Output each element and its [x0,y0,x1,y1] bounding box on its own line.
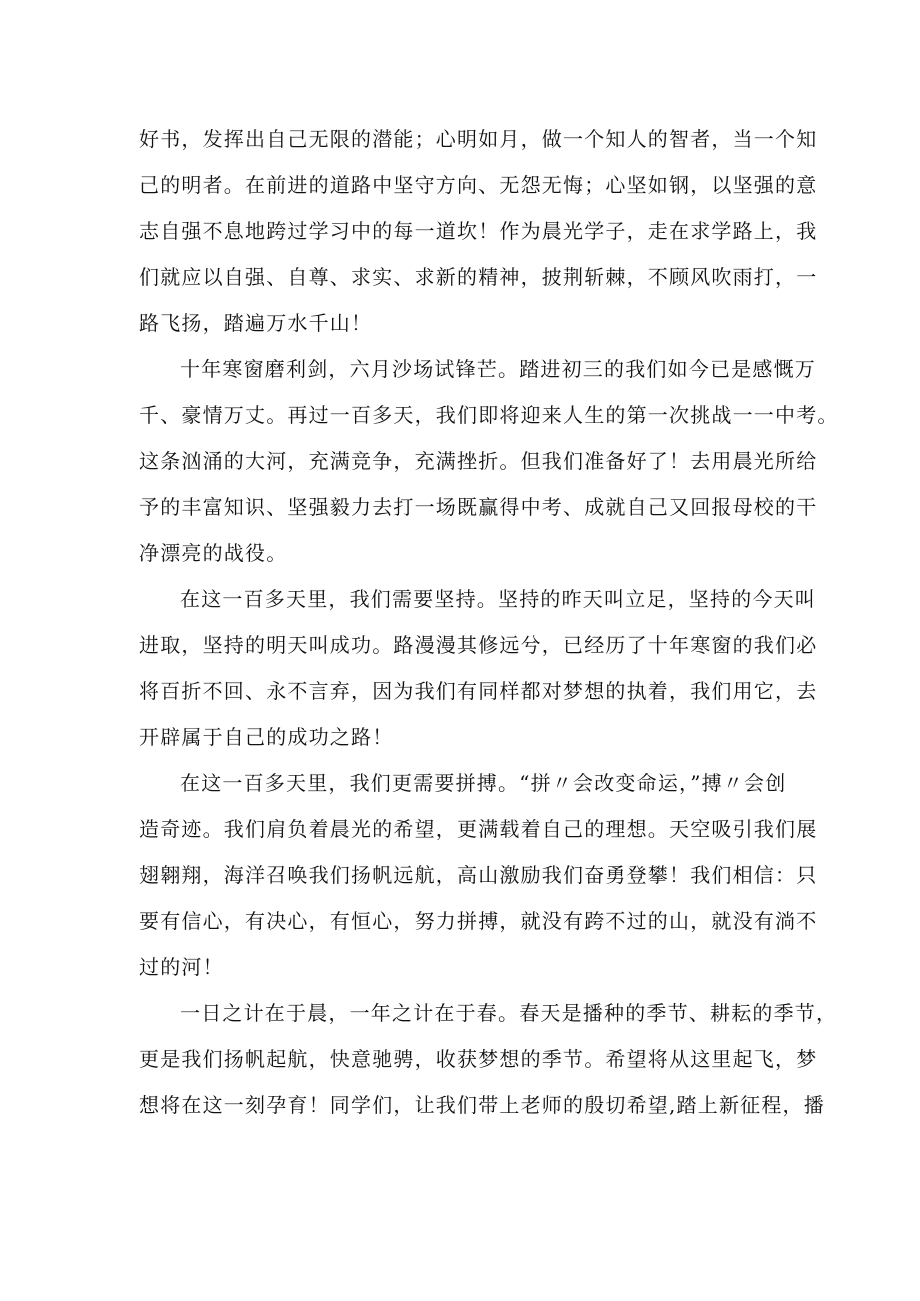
document-body [139,116,839,1128]
text-line: 志自强不息地跨过学习中的每一道坎！作为晨光学子，走在求学路上，我 [139,219,818,243]
text-line: 在这一百多天里，我们需要坚持。坚持的昨天叫立足，坚持的今天叫 [180,587,816,611]
text-line: 予的丰富知识、坚强毅力去打一场既赢得中考、成就自己又回报母校的干 [139,495,818,519]
text-line: 翅翱翔，海洋召唤我们扬帆远航，高山激励我们奋勇登攀！我们相信：只 [139,863,818,887]
text-line: 十年寒窗磨利剑，六月沙场试锋芒。踏进初三的我们如今已是感慨万 [180,357,816,381]
text-line: 在这一百多天里，我们更需要拼搏。“拼〃会改变命运，”搏〃会创 [180,771,787,795]
text-line: 开辟属于自己的成功之路！ [139,725,394,749]
text-line: 路飞扬，踏遍万水千山！ [139,311,373,335]
text-line: 己的明者。在前进的道路中坚守方向、无怨无悔；心坚如钢，以坚强的意 [139,173,818,197]
text-line: 千、豪情万丈。再过一百多天，我们即将迎来人生的第一次挑战一一中考。 [139,403,839,427]
text-line: 这条汹涌的大河，充满竞争，充满挫折。但我们准备好了！去用晨光所给 [139,449,818,473]
text-line: 进取，坚持的明天叫成功。路漫漫其修远兮，已经历了十年寒窗的我们必 [139,633,818,657]
text-line: 净漂亮的战役。 [139,541,288,565]
text-line: 将百折不回、永不言弃，因为我们有同样都对梦想的执着，我们用它，去 [139,679,818,703]
paragraph-2 [139,346,839,576]
text-line: 好书，发挥出自己无限的潜能；心明如月，做一个知人的智者，当一个知 [139,127,818,151]
text-line: 们就应以自强、自尊、求实、求新的精神，披荆斩棘，不顾风吹雨打，一 [139,265,818,289]
text-line: 过的河！ [139,955,224,979]
paragraph-5 [139,990,838,1128]
paragraph-4 [139,760,818,990]
text-line: 想将在这一刻孕育！同学们，让我们带上老师的殷切希望,踏上新征程，播 [139,1093,825,1117]
text-line: 一日之计在于晨，一年之计在于春。春天是播种的季节、耕耘的季节， [180,1001,838,1025]
paragraph-3 [139,576,818,760]
text-line: 更是我们扬帆起航，快意驰骋，收获梦想的季节。希望将从这里起飞，梦 [139,1047,818,1071]
text-line: 造奇迹。我们肩负着晨光的希望，更满载着自己的理想。天空吸引我们展 [139,817,818,841]
paragraph-1 [139,116,818,346]
text-line: 要有信心，有决心，有恒心，努力拼搏，就没有跨不过的山，就没有淌不 [139,909,818,933]
